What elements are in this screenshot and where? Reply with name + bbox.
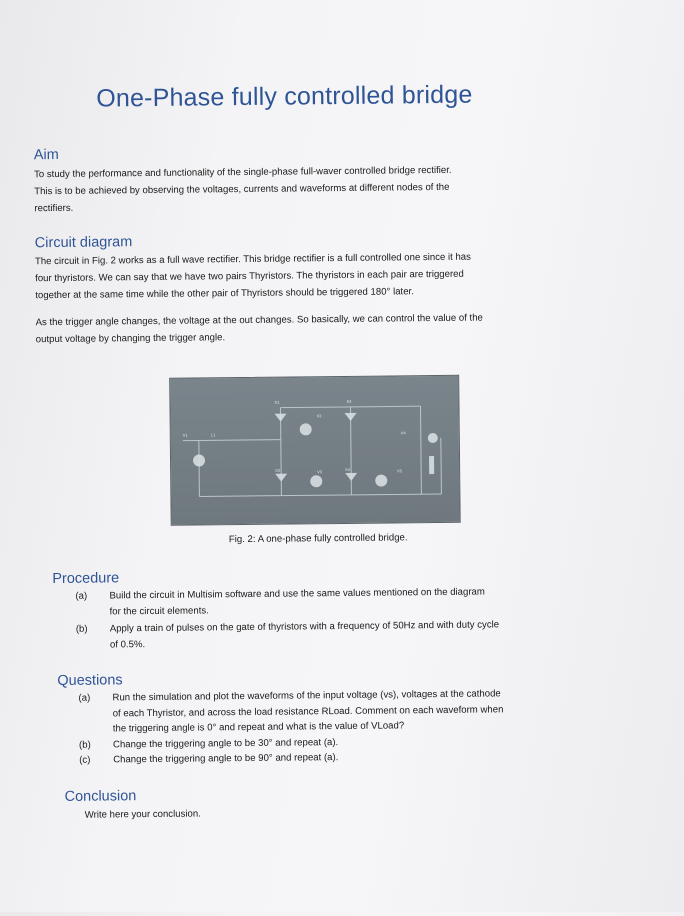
item-label: (b) <box>62 621 110 653</box>
fig-label: V1 <box>183 433 189 438</box>
aim-heading: Aim <box>34 147 59 163</box>
item-line: the triggering angle is 0° and repeat and what is the value of VLoad? <box>113 716 605 737</box>
thyristor-symbol <box>345 473 357 481</box>
circuit-line: four thyristors. We can say that we have two pairs Thyristors. The thyristors in each pair are triggered <box>35 264 635 287</box>
questions-list <box>64 685 605 768</box>
circuit-schematic <box>170 376 460 525</box>
aim-line: This is to be achieved by observing the voltages, currents and waveforms at different nodes of the <box>34 177 634 200</box>
figure-caption: Fig. 2: A one-phase fully controlled bridge. <box>229 532 408 545</box>
page-title: One-Phase fully controlled bridge <box>96 81 473 114</box>
fig-label: S1 <box>274 400 280 405</box>
item-label: (a) <box>61 588 109 620</box>
item-line: for the circuit elements. <box>110 599 602 620</box>
pulse-source-icon <box>310 475 322 487</box>
aim-line: To study the performance and functionality of the single-phase full-waver controlled bridge rectifier. <box>34 160 634 183</box>
item-line: Change the triggering angle to be 30° and repeat (a). <box>113 732 605 753</box>
procedure-list <box>61 583 602 653</box>
circuit-heading: Circuit diagram <box>35 234 133 251</box>
conclusion-heading: Conclusion <box>64 788 136 805</box>
item-label: (a) <box>64 690 112 737</box>
item-line: Apply a train of pulses on the gate of thyristors with a frequency of 50Hz and with duty cycle <box>110 616 602 637</box>
thyristor-symbol <box>275 414 287 422</box>
circuit-line: The circuit in Fig. 2 works as a full wave rectifier. This bridge rectifier is a full controlled one since it has <box>35 247 635 270</box>
item-line: of each Thyristor, and across the load resistance RLoad. Comment on each waveform when <box>113 701 605 722</box>
fig-label: S2 <box>275 468 281 473</box>
circuit-paragraph-1 <box>35 247 636 304</box>
questions-heading: Questions <box>57 672 122 689</box>
item-line: Build the circuit in Multisim software and use the same values mentioned on the diagram <box>109 583 601 604</box>
item-label: (b) <box>65 737 113 753</box>
circuit-paragraph-2 <box>35 308 635 348</box>
item-line: Change the triggering angle to be 90° and repeat (a). <box>113 747 605 768</box>
item-line: of 0.5%. <box>110 632 602 653</box>
circuit-line: output voltage by changing the trigger angle. <box>36 325 636 348</box>
circuit-line: As the trigger angle changes, the voltage at the out changes. So basically, we can control the value of the <box>35 308 635 331</box>
list-item <box>61 583 601 620</box>
source-symbol <box>193 454 205 466</box>
thyristor-symbol <box>345 413 357 421</box>
pulse-source-icon <box>300 423 312 435</box>
pulse-source-icon <box>375 475 387 487</box>
fig-label: V4 <box>401 430 407 435</box>
fig-label: V3 <box>317 469 323 474</box>
aim-line: rectifiers. <box>34 194 634 217</box>
circuit-figure <box>169 375 461 526</box>
pulse-source-icon <box>428 433 438 443</box>
fig-label: S4 <box>345 467 351 472</box>
fig-label: L1 <box>211 432 216 437</box>
item-label: (c) <box>65 752 113 768</box>
list-item <box>64 685 604 737</box>
fig-label: V5 <box>397 468 403 473</box>
list-item <box>62 616 602 653</box>
conclusion-text: Write here your conclusion. <box>85 805 201 823</box>
thyristor-symbol <box>275 474 287 482</box>
load-resistor <box>429 456 434 474</box>
aim-paragraph <box>34 160 635 217</box>
item-line: Run the simulation and plot the waveforms of the input voltage (vs), voltages at the cathode <box>112 685 604 706</box>
procedure-heading: Procedure <box>52 570 119 587</box>
fig-label: S3 <box>346 399 352 404</box>
fig-label: V2 <box>317 413 323 418</box>
circuit-line: together at the same time while the other pair of Thyristors should be triggered 180° later. <box>35 281 635 304</box>
